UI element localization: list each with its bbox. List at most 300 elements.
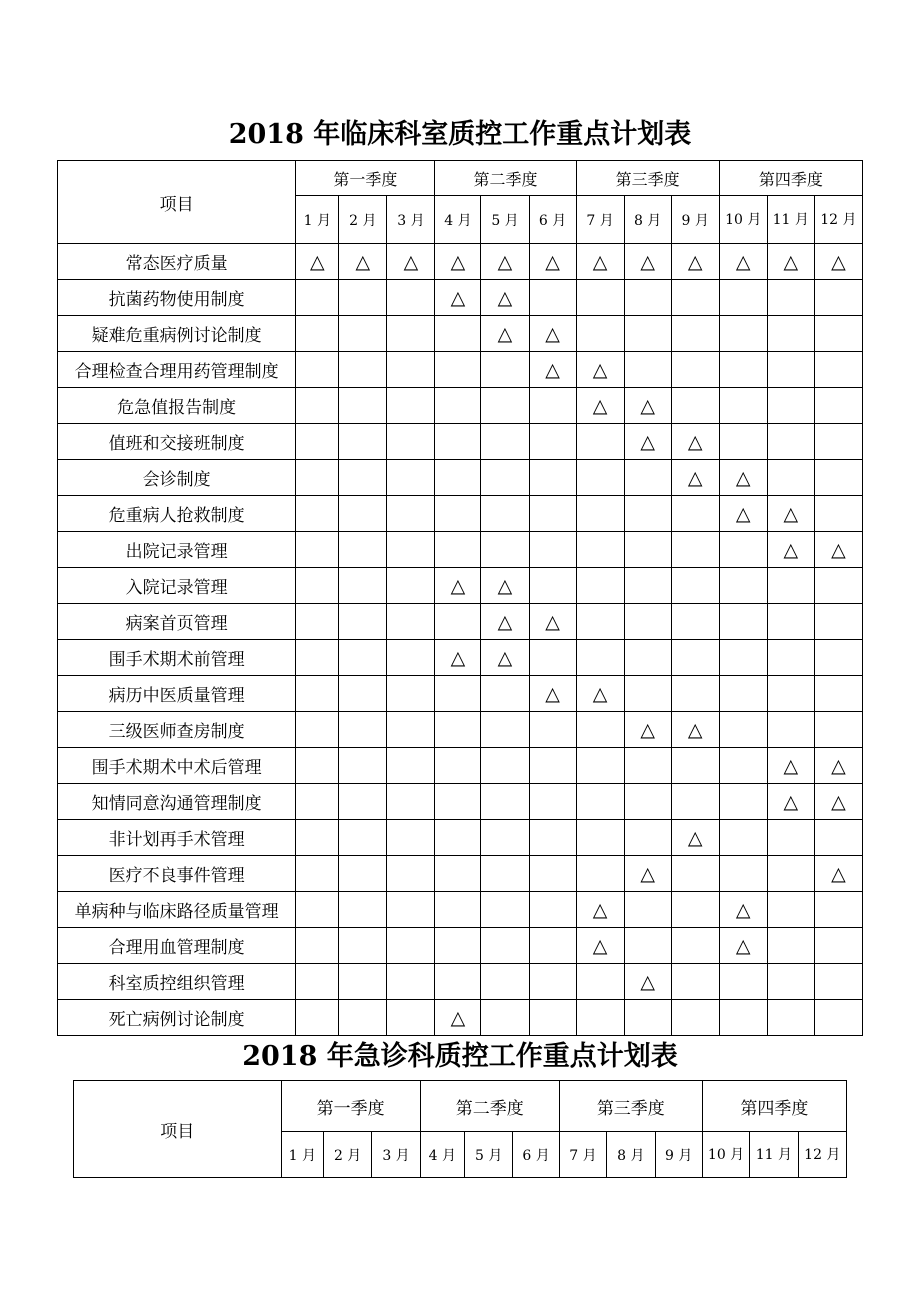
empty-cell <box>671 496 719 532</box>
empty-cell <box>529 856 576 892</box>
empty-cell <box>339 568 387 604</box>
quarter-header-row <box>74 1081 847 1132</box>
table-row <box>58 352 863 388</box>
month-header: 6 月 <box>529 196 576 244</box>
empty-cell <box>767 640 814 676</box>
empty-cell <box>435 460 481 496</box>
empty-cell <box>435 748 481 784</box>
empty-cell <box>767 964 814 1000</box>
row-label: 值班和交接班制度 <box>58 424 296 460</box>
empty-cell <box>671 568 719 604</box>
triangle-mark: △ <box>767 784 814 820</box>
empty-cell <box>529 1000 576 1036</box>
month-header: 7 月 <box>559 1132 606 1178</box>
row-label: 医疗不良事件管理 <box>58 856 296 892</box>
table-row <box>58 316 863 352</box>
row-label: 出院记录管理 <box>58 532 296 568</box>
month-header: 3 月 <box>372 1132 420 1178</box>
empty-cell <box>435 820 481 856</box>
empty-cell <box>814 496 862 532</box>
empty-cell <box>387 496 435 532</box>
triangle-mark: △ <box>719 460 767 496</box>
triangle-mark: △ <box>719 928 767 964</box>
empty-cell <box>624 892 671 928</box>
empty-cell <box>767 676 814 712</box>
empty-cell <box>671 892 719 928</box>
month-header: 11 月 <box>767 196 814 244</box>
table-row <box>58 640 863 676</box>
month-header: 6 月 <box>513 1132 559 1178</box>
triangle-mark: △ <box>767 532 814 568</box>
empty-cell <box>481 964 529 1000</box>
triangle-mark: △ <box>671 460 719 496</box>
empty-cell <box>624 604 671 640</box>
empty-cell <box>296 352 339 388</box>
empty-cell <box>387 316 435 352</box>
empty-cell <box>529 496 576 532</box>
empty-cell <box>339 316 387 352</box>
empty-cell <box>814 640 862 676</box>
triangle-mark: △ <box>624 712 671 748</box>
triangle-mark: △ <box>576 244 624 280</box>
table-row <box>58 604 863 640</box>
row-label: 常态医疗质量 <box>58 244 296 280</box>
empty-cell <box>296 460 339 496</box>
empty-cell <box>814 460 862 496</box>
row-label: 死亡病例讨论制度 <box>58 1000 296 1036</box>
table-row <box>58 856 863 892</box>
empty-cell <box>339 676 387 712</box>
empty-cell <box>435 712 481 748</box>
empty-cell <box>339 352 387 388</box>
triangle-mark: △ <box>671 424 719 460</box>
triangle-mark: △ <box>814 532 862 568</box>
triangle-mark: △ <box>814 856 862 892</box>
empty-cell <box>624 784 671 820</box>
empty-cell <box>481 388 529 424</box>
empty-cell <box>481 892 529 928</box>
empty-cell <box>387 676 435 712</box>
empty-cell <box>767 856 814 892</box>
month-header: 5 月 <box>465 1132 513 1178</box>
empty-cell <box>387 856 435 892</box>
empty-cell <box>576 424 624 460</box>
row-label: 会诊制度 <box>58 460 296 496</box>
empty-cell <box>529 964 576 1000</box>
empty-cell <box>435 496 481 532</box>
empty-cell <box>296 1000 339 1036</box>
quarter-1-header: 第一季度 <box>296 161 435 196</box>
empty-cell <box>624 532 671 568</box>
empty-cell <box>529 424 576 460</box>
empty-cell <box>624 820 671 856</box>
empty-cell <box>339 820 387 856</box>
clinical-plan-table <box>57 160 863 1036</box>
empty-cell <box>387 604 435 640</box>
empty-cell <box>435 892 481 928</box>
table-row <box>58 532 863 568</box>
triangle-mark: △ <box>624 424 671 460</box>
month-header: 4 月 <box>435 196 481 244</box>
empty-cell <box>339 640 387 676</box>
table-row <box>58 568 863 604</box>
empty-cell <box>296 928 339 964</box>
table-row <box>58 676 863 712</box>
month-header: 1 月 <box>281 1132 323 1178</box>
empty-cell <box>529 928 576 964</box>
empty-cell <box>481 928 529 964</box>
empty-cell <box>387 280 435 316</box>
emergency-plan-table <box>73 1080 847 1178</box>
empty-cell <box>387 352 435 388</box>
item-header: 项目 <box>58 161 296 244</box>
empty-cell <box>719 316 767 352</box>
empty-cell <box>814 928 862 964</box>
table-row <box>58 280 863 316</box>
empty-cell <box>296 712 339 748</box>
empty-cell <box>767 352 814 388</box>
empty-cell <box>671 316 719 352</box>
empty-cell <box>529 280 576 316</box>
row-label: 病历中医质量管理 <box>58 676 296 712</box>
quarter-2-header: 第二季度 <box>420 1081 559 1132</box>
empty-cell <box>296 856 339 892</box>
triangle-mark: △ <box>529 244 576 280</box>
empty-cell <box>767 712 814 748</box>
empty-cell <box>624 748 671 784</box>
month-header: 9 月 <box>671 196 719 244</box>
empty-cell <box>296 388 339 424</box>
empty-cell <box>814 1000 862 1036</box>
triangle-mark: △ <box>481 568 529 604</box>
table-row <box>58 928 863 964</box>
empty-cell <box>296 568 339 604</box>
page-title: 2018 年临床科室质控工作重点计划表 <box>228 119 692 150</box>
empty-cell <box>481 820 529 856</box>
empty-cell <box>814 352 862 388</box>
empty-cell <box>767 280 814 316</box>
row-label: 科室质控组织管理 <box>58 964 296 1000</box>
triangle-mark: △ <box>814 784 862 820</box>
empty-cell <box>719 1000 767 1036</box>
empty-cell <box>435 676 481 712</box>
triangle-mark: △ <box>624 244 671 280</box>
row-label: 疑难危重病例讨论制度 <box>58 316 296 352</box>
triangle-mark: △ <box>576 928 624 964</box>
empty-cell <box>481 784 529 820</box>
empty-cell <box>814 892 862 928</box>
empty-cell <box>767 928 814 964</box>
empty-cell <box>387 640 435 676</box>
empty-cell <box>387 712 435 748</box>
empty-cell <box>671 352 719 388</box>
empty-cell <box>719 604 767 640</box>
table-row <box>58 820 863 856</box>
empty-cell <box>719 784 767 820</box>
empty-cell <box>339 712 387 748</box>
row-label: 病案首页管理 <box>58 604 296 640</box>
triangle-mark: △ <box>296 244 339 280</box>
empty-cell <box>671 928 719 964</box>
triangle-mark: △ <box>576 892 624 928</box>
triangle-mark: △ <box>767 244 814 280</box>
row-label: 围手术期术中术后管理 <box>58 748 296 784</box>
table-row <box>58 784 863 820</box>
triangle-mark: △ <box>671 244 719 280</box>
row-label: 知情同意沟通管理制度 <box>58 784 296 820</box>
empty-cell <box>719 388 767 424</box>
empty-cell <box>624 496 671 532</box>
quarter-4-header: 第四季度 <box>702 1081 846 1132</box>
row-label: 围手术期术前管理 <box>58 640 296 676</box>
item-header: 项目 <box>74 1081 282 1178</box>
triangle-mark: △ <box>576 676 624 712</box>
empty-cell <box>339 460 387 496</box>
triangle-mark: △ <box>339 244 387 280</box>
row-label: 合理用血管理制度 <box>58 928 296 964</box>
empty-cell <box>719 712 767 748</box>
empty-cell <box>339 964 387 1000</box>
empty-cell <box>576 568 624 604</box>
empty-cell <box>529 640 576 676</box>
empty-cell <box>671 748 719 784</box>
empty-cell <box>529 712 576 748</box>
empty-cell <box>296 604 339 640</box>
triangle-mark: △ <box>671 712 719 748</box>
empty-cell <box>387 1000 435 1036</box>
table-row <box>58 496 863 532</box>
empty-cell <box>671 604 719 640</box>
empty-cell <box>339 604 387 640</box>
triangle-mark: △ <box>814 748 862 784</box>
empty-cell <box>576 856 624 892</box>
empty-cell <box>719 352 767 388</box>
triangle-mark: △ <box>814 244 862 280</box>
second-page-title: 2018 年急诊科质控工作重点计划表 <box>242 1041 678 1072</box>
empty-cell <box>767 604 814 640</box>
empty-cell <box>387 424 435 460</box>
month-header: 2 月 <box>323 1132 371 1178</box>
empty-cell <box>296 820 339 856</box>
empty-cell <box>481 856 529 892</box>
empty-cell <box>719 424 767 460</box>
empty-cell <box>387 784 435 820</box>
empty-cell <box>624 280 671 316</box>
empty-cell <box>814 424 862 460</box>
table-row <box>58 460 863 496</box>
empty-cell <box>529 748 576 784</box>
triangle-mark: △ <box>624 964 671 1000</box>
quarter-header-row <box>58 161 863 196</box>
month-header: 10 月 <box>702 1132 749 1178</box>
empty-cell <box>814 964 862 1000</box>
empty-cell <box>767 1000 814 1036</box>
empty-cell <box>481 424 529 460</box>
empty-cell <box>624 352 671 388</box>
triangle-mark: △ <box>624 388 671 424</box>
empty-cell <box>296 676 339 712</box>
quarter-4-header: 第四季度 <box>719 161 862 196</box>
empty-cell <box>814 676 862 712</box>
empty-cell <box>529 388 576 424</box>
table-row <box>58 892 863 928</box>
empty-cell <box>767 892 814 928</box>
triangle-mark: △ <box>435 244 481 280</box>
empty-cell <box>387 388 435 424</box>
triangle-mark: △ <box>481 604 529 640</box>
empty-cell <box>719 640 767 676</box>
table-row <box>58 424 863 460</box>
empty-cell <box>339 280 387 316</box>
empty-cell <box>767 820 814 856</box>
empty-cell <box>481 532 529 568</box>
empty-cell <box>387 820 435 856</box>
empty-cell <box>296 748 339 784</box>
empty-cell <box>529 532 576 568</box>
triangle-mark: △ <box>481 640 529 676</box>
month-header: 9 月 <box>655 1132 702 1178</box>
empty-cell <box>719 676 767 712</box>
triangle-mark: △ <box>435 1000 481 1036</box>
empty-cell <box>719 748 767 784</box>
empty-cell <box>576 532 624 568</box>
empty-cell <box>671 640 719 676</box>
empty-cell <box>814 820 862 856</box>
empty-cell <box>719 856 767 892</box>
empty-cell <box>814 568 862 604</box>
empty-cell <box>529 784 576 820</box>
empty-cell <box>767 568 814 604</box>
empty-cell <box>387 928 435 964</box>
empty-cell <box>339 1000 387 1036</box>
empty-cell <box>671 964 719 1000</box>
empty-cell <box>435 388 481 424</box>
empty-cell <box>624 676 671 712</box>
empty-cell <box>767 316 814 352</box>
row-label: 单病种与临床路径质量管理 <box>58 892 296 928</box>
row-label: 三级医师查房制度 <box>58 712 296 748</box>
empty-cell <box>296 424 339 460</box>
empty-cell <box>387 460 435 496</box>
empty-cell <box>339 784 387 820</box>
empty-cell <box>387 748 435 784</box>
empty-cell <box>435 604 481 640</box>
month-header: 7 月 <box>576 196 624 244</box>
empty-cell <box>576 280 624 316</box>
empty-cell <box>296 316 339 352</box>
triangle-mark: △ <box>767 496 814 532</box>
empty-cell <box>814 712 862 748</box>
empty-cell <box>719 964 767 1000</box>
row-label: 入院记录管理 <box>58 568 296 604</box>
month-header: 12 月 <box>798 1132 846 1178</box>
month-header: 12 月 <box>814 196 862 244</box>
empty-cell <box>481 712 529 748</box>
empty-cell <box>339 496 387 532</box>
empty-cell <box>529 568 576 604</box>
empty-cell <box>387 532 435 568</box>
table-row <box>58 712 863 748</box>
empty-cell <box>296 784 339 820</box>
triangle-mark: △ <box>481 244 529 280</box>
empty-cell <box>296 640 339 676</box>
empty-cell <box>624 460 671 496</box>
empty-cell <box>529 892 576 928</box>
empty-cell <box>339 928 387 964</box>
empty-cell <box>671 856 719 892</box>
empty-cell <box>767 424 814 460</box>
empty-cell <box>296 532 339 568</box>
empty-cell <box>576 496 624 532</box>
empty-cell <box>435 352 481 388</box>
empty-cell <box>624 928 671 964</box>
empty-cell <box>296 496 339 532</box>
triangle-mark: △ <box>529 604 576 640</box>
triangle-mark: △ <box>529 676 576 712</box>
empty-cell <box>481 748 529 784</box>
empty-cell <box>481 1000 529 1036</box>
triangle-mark: △ <box>576 352 624 388</box>
empty-cell <box>387 568 435 604</box>
row-label: 合理检查合理用药管理制度 <box>58 352 296 388</box>
triangle-mark: △ <box>624 856 671 892</box>
quarter-3-header: 第三季度 <box>576 161 719 196</box>
empty-cell <box>435 316 481 352</box>
row-label: 危急值报告制度 <box>58 388 296 424</box>
empty-cell <box>481 352 529 388</box>
triangle-mark: △ <box>576 388 624 424</box>
table-row <box>58 748 863 784</box>
month-header: 1 月 <box>296 196 339 244</box>
empty-cell <box>576 604 624 640</box>
triangle-mark: △ <box>435 568 481 604</box>
empty-cell <box>435 964 481 1000</box>
empty-cell <box>624 568 671 604</box>
empty-cell <box>296 964 339 1000</box>
triangle-mark: △ <box>767 748 814 784</box>
empty-cell <box>435 784 481 820</box>
empty-cell <box>435 424 481 460</box>
empty-cell <box>814 604 862 640</box>
triangle-mark: △ <box>719 892 767 928</box>
empty-cell <box>671 280 719 316</box>
empty-cell <box>576 820 624 856</box>
triangle-mark: △ <box>481 316 529 352</box>
quarter-2-header: 第二季度 <box>435 161 576 196</box>
empty-cell <box>576 964 624 1000</box>
empty-cell <box>339 892 387 928</box>
table-row <box>58 1000 863 1036</box>
empty-cell <box>719 568 767 604</box>
quarter-1-header: 第一季度 <box>281 1081 420 1132</box>
empty-cell <box>814 388 862 424</box>
triangle-mark: △ <box>719 244 767 280</box>
month-header: 4 月 <box>420 1132 464 1178</box>
empty-cell <box>576 748 624 784</box>
empty-cell <box>387 892 435 928</box>
empty-cell <box>624 1000 671 1036</box>
triangle-mark: △ <box>435 280 481 316</box>
empty-cell <box>296 892 339 928</box>
empty-cell <box>671 676 719 712</box>
empty-cell <box>719 820 767 856</box>
empty-cell <box>529 820 576 856</box>
empty-cell <box>671 532 719 568</box>
empty-cell <box>481 676 529 712</box>
triangle-mark: △ <box>719 496 767 532</box>
empty-cell <box>576 640 624 676</box>
empty-cell <box>339 748 387 784</box>
